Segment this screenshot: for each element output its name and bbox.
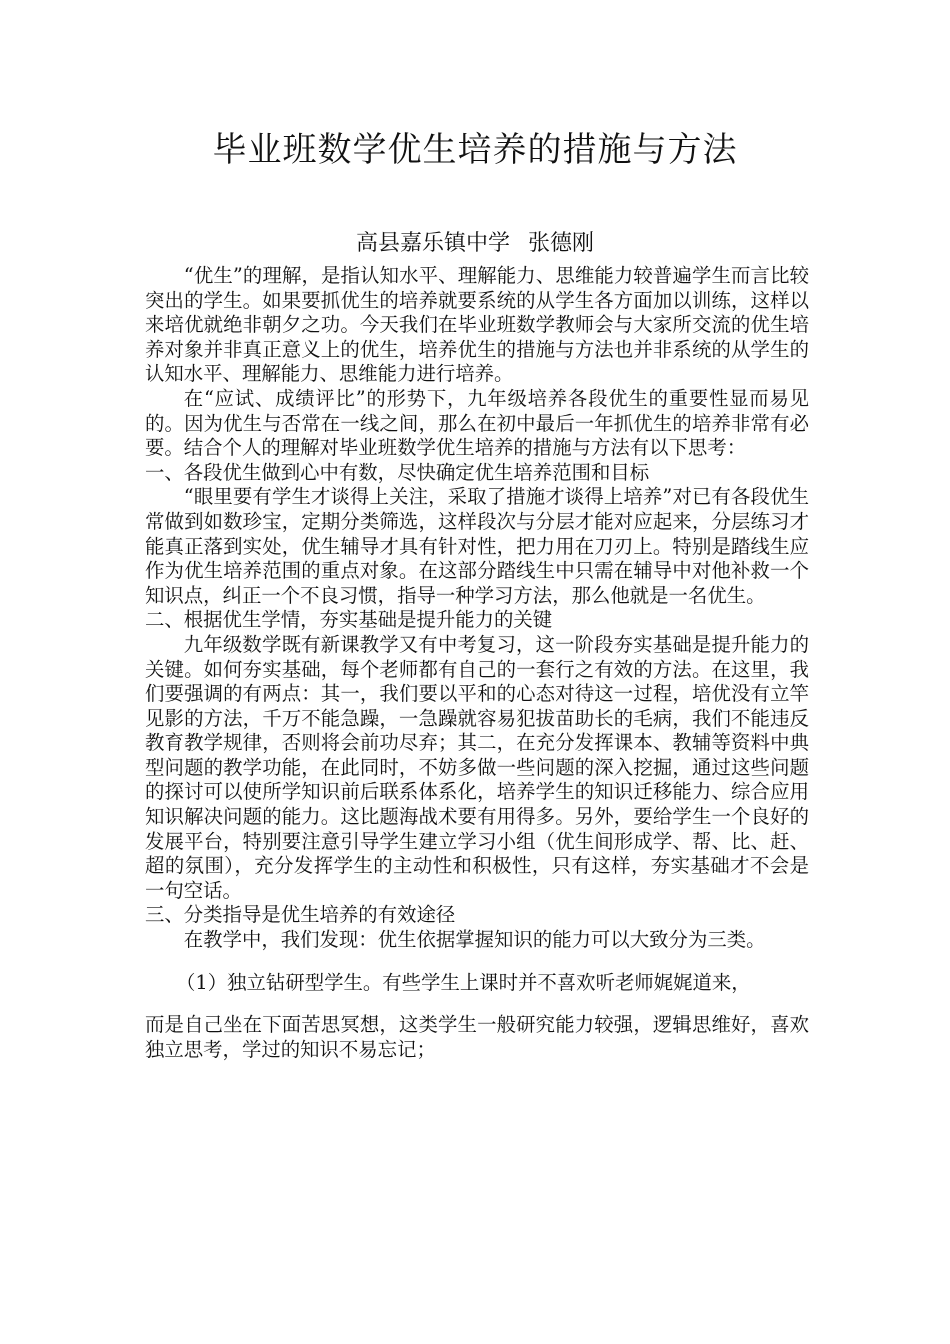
paragraph: 而是自己坐在下面苦思冥想，这类学生一般研究能力较强，逻辑思维好，喜欢独立思考，学过的知识不易忘记； [145,1013,809,1061]
section-heading: 二、根据优生学情，夯实基础是提升能力的关键 [145,608,553,632]
author-school: 高县嘉乐镇中学 [355,231,510,256]
paragraph: “眼里要有学生才谈得上关注，采取了措施才谈得上培养”对已有各段优生常做到如数珍宝，定期分类筛选，这样段次与分层才能对应起来，分层练习才能真正落到实处，优生辅导才具有针对性，把力用在刀刃上。特别是踏线生应作为优生培养范围的重点对象。在这部分踏线生中只需在辅导中对他补救一个知识点，纠正一个不良习惯，指导一种学习方法，那么他就是一名优生。 [145,485,809,607]
list-item: （1）独立钻研型学生。有些学生上课时并不喜欢听老师娓娓道来， [176,970,751,994]
paragraph: “优生”的理解，是指认知水平、理解能力、思维能力较普遍学生而言比较突出的学生。如果要抓优生的培养就要系统的从学生各方面加以训练，这样以来培优就绝非朝夕之功。今天我们在毕业班数学教师会与大家所交流的优生培养对象并非真正意义上的优生，培养优生的措施与方法也并非系统的从学生的认知水平、理解能力、思维能力进行培养。 [145,264,809,386]
section-heading: 一、各段优生做到心中有数，尽快确定优生培养范围和目标 [145,460,650,484]
paragraph: 在“应试、成绩评比”的形势下，九年级培养各段优生的重要性显而易见的。因为优生与否常在一线之间，那么在初中最后一年抓优生的培养非常有必要。结合个人的理解对毕业班数学优生培养的措施与方法有以下思考： [145,386,809,460]
document-title: 毕业班数学优生培养的措施与方法 [212,130,738,170]
section-heading: 三、分类指导是优生培养的有效途径 [145,903,456,927]
author-line [0,228,950,260]
paragraph: 在教学中，我们发现：优生依据掌握知识的能力可以大致分为三类。 [183,928,766,952]
author-name: 张德刚 [528,231,595,256]
document-body [145,264,809,1062]
paragraph: 九年级数学既有新课教学又有中考复习，这一阶段夯实基础是提升能力的关键。如何夯实基础，每个老师都有自己的一套行之有效的方法。在这里，我们要强调的有两点：其一，我们要以平和的心态对待这一过程，培优没有立竿见影的方法，千万不能急躁，一急躁就容易犯拔苗助长的毛病，我们不能违反教育教学规律，否则将会前功尽弃；其二，在充分发挥课本、教辅等资料中典型问题的教学功能，在此同时，不妨多做一些问题的深入挖掘，通过这些问题的探讨可以使所学知识前后联系体系化，培养学生的知识迁移能力、综合应用知识解决问题的能力。这比题海战术要有用得多。另外，要给学生一个良好的发展平台，特别要注意引导学生建立学习小组（优生间形成学、帮、比、赶、超的氛围），充分发挥学生的主动性和积极性，只有这样，夯实基础才不会是一句空话。 [145,632,809,902]
